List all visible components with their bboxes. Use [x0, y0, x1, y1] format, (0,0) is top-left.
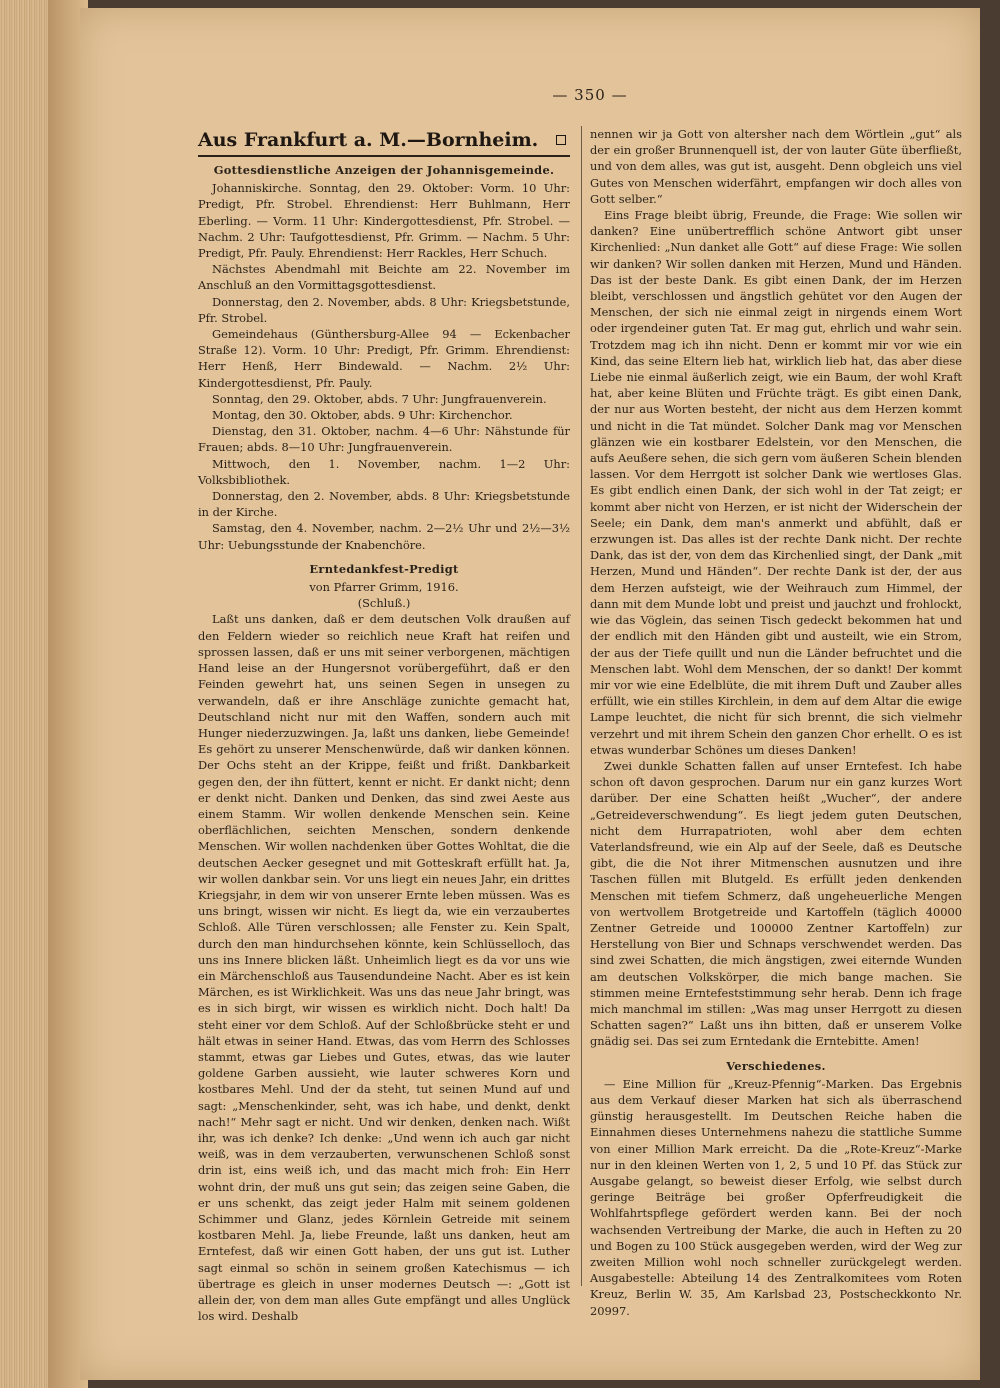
service-paragraph: Mittwoch, den 1. November, nachm. 1—2 Uhr: Volksbibliothek. [198, 456, 570, 487]
page-number: — 350 — [552, 86, 628, 104]
service-paragraph: Donnerstag, den 2. November, abds. 8 Uhr: Kriegsbetstunde in der Kirche. [198, 489, 570, 520]
misc-paragraph: — Eine Million für „Kreuz-Pfennig“-Marken. Das Ergebnis aus dem Verkauf dieser Marken hat sich als überraschend günstig herausgestellt. Im Deutschen Reiche haben die Einnahmen dieses Unternehmens nahezu die stattliche Summe von einer Million Mark erreicht. Da die „Rote-Kreuz“-Marke nur in den kleinen Werten von 1, 2, 5 und 10 Pf. das Stück zur Ausgabe gelangt, so beweist dieser Erfolg, wie selbst durch geringe Beiträge bei großer Opferfreudigkeit die Wohlfahrtspflege gefördert werden kann. Bei der noch wachsenden Vertreibung der Marke, die auch in Heften zu 20 und Bogen zu 100 Stück ausgegeben werden, wird der Weg zur zweiten Million wohl noch schneller zurückgelegt werden. Ausgabestelle: Abteilung 14 des Zentralkomitees vom Roten Kreuz, Berlin W. 35, Am Karlsbad 23, Postscheckkonto Nr. 20997. [590, 1076, 962, 1318]
service-paragraph: Nächstes Abendmahl mit Beichte am 22. November im Anschluß an den Vormittagsgottesdienst. [198, 262, 570, 293]
service-paragraph: Samstag, den 4. November, nachm. 2—2½ Uhr und 2½—3½ Uhr: Uebungsstunde der Knabenchöre. [198, 521, 570, 552]
section-heading-services: Gottesdienstliche Anzeigen der Johannisgemeinde. [213, 163, 555, 177]
service-paragraph: Johanniskirche. Sonntag, den 29. Oktober: Vorm. 10 Uhr: Predigt, Pfr. Strobel. Ehrendienst: Herr Buhlmann, Herr Eberling. — Vorm. 11 Uhr: Kindergottesdienst, Pfr. Strobel. — Nachm. 2 Uhr: Taufgottesdienst, Pfr. Grimm. — Nachm. 5 Uhr: Predigt, Pfr. Pauly. Ehrendienst: Herr Rackles, Herr Schuch. [198, 181, 570, 261]
page-title [198, 128, 570, 152]
sermon-heading: Erntedankfest-Predigt [309, 561, 459, 576]
title-rule [198, 155, 570, 157]
service-paragraph: Montag, den 30. Oktober, abds. 9 Uhr: Kirchenchor. [212, 408, 513, 423]
sermon-paragraph: Eins Frage bleibt übrig, Freunde, die Frage: Wie sollen wir danken? Eine unübertrefflich schöne Antwort gibt unser Kirchenlied: „Nun danket alle Gott“ auf diese Frage: Wie sollen wir danken? Wir sollen danken mit Herzen, Mund und Händen. Das ist der beste Dank. Es gibt einen Dank, der im Herzen bleibt, verschlossen und ängstlich gehütet vor den Augen der Menschen, der sich nie einmal zeigt in nirgends einem Wort oder irgendeiner guten Tat. Er mag gut, ehrlich und wahr sein. Trotzdem mag ich ihn nicht. Denn er kommt mir vor wie ein Kind, das seine Eltern lieb hat, wirklich lieb hat, das aber diese Liebe nie einmal äußerlich zeigt, wie ein Baum, der wohl Kraft hat, aber keine Blüten und Früchte trägt. Es gibt einen Dank, der nur aus Worten besteht, der nicht aus dem Herzen kommt und nicht in die Tat mündet. Solcher Dank mag vor Menschen glänzen wie ein kostbarer Edelstein, vor den Menschen, die aufs Aeußere sehen, die sich gern vom äußeren Schein blenden lassen. Vor dem Herrgott ist solcher Dank wie wertloses Glas. Es gibt endlich einen Dank, der sich wohl in der Tat zeigt; er kommt aber nicht von Herzen, er ist nicht der Widerschein der Seele; ein Dank, dem man's anmerkt und abfühlt, daß er erzwungen ist. Das alles ist der rechte Dank nicht. Der rechte Dank, das ist der, von dem das Kirchenlied singt, der Dank „mit Herzen, Mund und Händen“. Der rechte Dank ist der, der aus dem Herzen aufsteigt, wie der Weihrauch zum Himmel, der dann mit dem Munde lobt und preist und jauchzt und frohlockt, wie das Vöglein, das seinen Tisch gedeckt bekommen hat und der endlich mit den Händen gibt und austeilt, wie ein Strom, der aus der Tiefe quillt und nun die Länder befruchtet und die Menschen labt. Wohl dem Menschen, der so dankt! Der kommt mir vor wie eine Edelblüte, die mit ihrem Duft und Zauber alles erfüllt, wie ein stilles Kirchlein, in dem auf dem Altar die ewige Lampe leuchtet, die nicht für sich brennt, die sich vielmehr verzehrt und mit ihrem Schein den ganzen Chor erhellt. O es ist etwas wunderbar Schönes um dieses Danken! [590, 208, 962, 757]
book-page-edges [0, 0, 48, 1388]
service-paragraph: Gemeindehaus (Günthersburg-Allee 94 — Eckenbacher Straße 12). Vorm. 10 Uhr: Predigt, Pfr. Grimm. Ehrendienst: Herr Henß, Herr Bindewald. — Nachm. 2½ Uhr: Kindergottesdienst, Pfr. Pauly. [198, 327, 570, 390]
column-divider [581, 126, 582, 1286]
service-paragraph: Dienstag, den 31. Oktober, nachm. 4—6 Uhr: Nähstunde für Frauen; abds. 8—10 Uhr: Jungfrauenverein. [198, 424, 570, 455]
sermon-continuation: (Schluß.) [357, 596, 411, 611]
service-paragraph: Sonntag, den 29. Oktober, abds. 7 Uhr: Jungfrauenverein. [212, 391, 547, 406]
left-column [198, 126, 570, 1324]
right-column [590, 126, 962, 1319]
square-ornament-icon [556, 135, 566, 145]
sermon-paragraph: nennen wir ja Gott von altersher nach dem Wörtlein „gut“ als der ein großer Brunnenquell ist, der von lauter Güte überfließt, und von dem alles, was gut ist, ausgeht. Denn obgleich uns viel Gutes von Menschen widerfährt, empfangen wir doch alles von Gott selber.“ [590, 127, 962, 206]
sermon-paragraph: Zwei dunkle Schatten fallen auf unser Erntefest. Ich habe schon oft davon gesprochen. Darum nur ein ganz kurzes Wort darüber. Der eine Schatten heißt „Wucher“, der andere „Getreideverschwendung“. Es liegt jedem guten Deutschen, nicht dem Hurrapatrioten, wohl aber dem echten Vaterlandsfreund, wie ein Alp auf der Seele, daß es Deutsche gibt, die die Not ihrer Mitmenschen ausnutzen und ihre Taschen füllen mit Blutgeld. Es erfüllt jeden denkenden Menschen mit tiefem Schmerz, daß ungeheuerliche Mengen von wertvollem Brotgetreide und Kartoffeln (täglich 40000 Zentner Getreide und 100000 Zentner Kartoffeln) zur Herstellung von Bier und Schnaps verschwendet werden. Das sind zwei Schatten, die mich ängstigen, zwei eiternde Wunden am deutschen Volkskörper, die mich bange machen. Sie stimmen meine Erntefeststimmung sehr herab. Denn ich frage mich manchmal im stillen: „Was mag unser Herrgott zu diesen Schatten sagen?“ Laßt uns ihn bitten, daß er unserem Volke gnädig sei. Das sei zum Erntedank die Erntebitte. Amen! [590, 758, 962, 1049]
service-paragraph: Donnerstag, den 2. November, abds. 8 Uhr: Kriegsbetstunde, Pfr. Strobel. [198, 294, 570, 325]
sermon-author: von Pfarrer Grimm, 1916. [309, 580, 459, 595]
page-title-text: Aus Frankfurt a. M.—Bornheim. [198, 129, 539, 151]
sermon-paragraph: Laßt uns danken, daß er dem deutschen Volk draußen auf den Feldern wieder so reichlich neue Kraft hat reifen und sprossen lassen, daß er uns mit seiner verborgenen, mächtigen Hand leise an der Hungersnot vorübergeführt, daß er den Feinden gewehrt hat, uns seinen Segen in unsegen zu verwandeln, daß er ihre Anschläge zunichte gemacht hat, Deutschland nicht nur mit den Waffen, sondern auch mit Hunger niederzuzwingen. Ja, laßt uns danken, liebe Gemeinde! Es gehört zu unserer Menschenwürde, daß wir danken können. Der Ochs steht an der Krippe, feißt und frißt. Dankbarkeit gegen den, der ihn füttert, kennt er nicht. Er dankt nicht; denn er denkt nicht. Danken und Denken, das sind zwei Aeste aus einem Stamm. Wir wollen denkende Menschen sein. Keine oberflächlichen, seichten Menschen, sondern denkende Menschen. Wir wollen nachdenken über Gottes Wohltat, die die deutschen Aecker gesegnet und mit Gotteskraft erfüllt hat. Ja, wir wollen dankbar sein. Vor uns liegt ein neues Jahr, ein drittes Kriegsjahr, in dem wir von unserer Ernte leben müssen. Was es uns bringt, wissen wir nicht. Es liegt da, wie ein verzaubertes Schloß. Alle Türen verschlossen; alle Fenster zu. Kein Spalt, durch den man hindurchsehen könnte, kein Schlüsselloch, das uns ins Innere blicken läßt. Unheimlich liegt es da vor uns wie ein Märchenschloß aus Tausendundeine Nacht. Aber es ist kein Märchen, es ist Wirklichkeit. Was uns das neue Jahr bringt, was es in sich birgt, wir wissen es wirklich nicht. Doch halt! Da steht einer vor dem Schloß. Auf der Schloßbrücke steht er und hält etwas in seiner Hand. Etwas, das vom Herrn des Schlosses stammt, etwas gar Liebes und Gutes, etwas, das wie lauter goldene Garben aussieht, wie lauter schweres Korn und kostbares Mehl. Und der da steht, tut seinen Mund auf und sagt: „Menschenkinder, seht, was ich habe, und denkt, denkt nach!“ Mehr sagt er nicht. Und wir denken, denken nach. Wißt ihr, was ich denke? Ich denke: „Und wenn ich auch gar nicht weiß, was in dem verzauberten, verwunschenen Schloß sonst drin ist, eins weiß ich, und das macht mich froh: Ein Herr wohnt drin, der muß uns gut sein; das zeigen seine Gaben, die er uns schenkt, das zeigt jeder Halm mit seinem goldenen Schimmer und Glanz, jedes Körnlein Getreide mit seinem kostbaren Mehl. Ja, liebe Freunde, laßt uns danken, heut am Erntefest, daß wir einen Gott haben, der uns gut ist. Luther sagt einmal so schön in seinem großen Katechismus — ich übertrage es gleich in unser modernes Deutsch —: „Gott ist allein der, von dem man alles Gute empfängt und alles Unglück los wird. Deshalb [198, 612, 570, 1324]
misc-heading: Verschiedenes. [726, 1058, 826, 1073]
